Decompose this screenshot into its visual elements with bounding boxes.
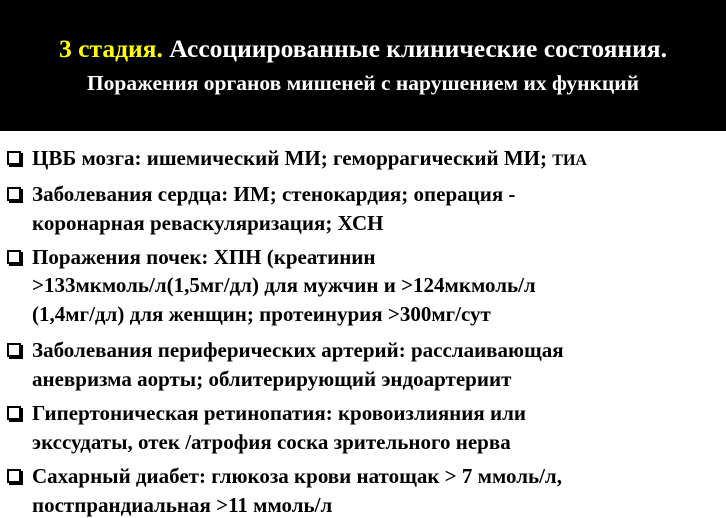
checkbox-bullet-icon xyxy=(7,250,21,264)
slide-subtitle: Поражения органов мишеней с нарушением их функций xyxy=(86,71,640,95)
list-item-line: (1,4мг/дл) для женщин; протеинурия >300мг/сут xyxy=(32,302,491,326)
stage-label: 3 стадия. xyxy=(59,34,163,63)
title-text: Ассоциированные клинические состояния. xyxy=(162,34,667,63)
checkbox-bullet-icon xyxy=(7,151,21,165)
list-item-text: ЦВБ мозга: ишемический МИ; геморрагический МИ; xyxy=(32,146,553,170)
list-item-line: аневризма аорты; облитерирующий эндоартериит xyxy=(32,367,512,391)
list-item-line: >133мкмоль/л(1,5мг/дл) для мужчин и >124мкмоль/л xyxy=(32,273,536,297)
list-item-suffix: ТИА xyxy=(552,152,587,169)
list-item-line: экссудаты, отек /атрофия соска зрительного нерва xyxy=(32,430,511,454)
list-item-line: постпрандиальная >11 ммоль/л xyxy=(32,493,333,517)
list-item-line xyxy=(32,145,587,174)
list-item-line: Гипертоническая ретинопатия: кровоизлияния или xyxy=(32,401,526,425)
list-item-line: Заболевания периферических артерий: расслаивающая xyxy=(32,338,564,362)
checkbox-bullet-icon xyxy=(7,187,21,201)
list-item-line: Поражения почек: ХПН (креатинин xyxy=(32,245,376,269)
checkbox-bullet-icon xyxy=(7,343,21,357)
checkbox-bullet-icon xyxy=(7,406,21,420)
checkbox-bullet-icon xyxy=(7,469,21,483)
list-item-line: Сахарный диабет: глюкоза крови натощак > 7 ммоль/л, xyxy=(32,464,562,488)
list-item-line: Заболевания сердца: ИМ; стенокардия; операция - xyxy=(32,182,516,206)
list-item-line: коронарная реваскуляризация; ХСН xyxy=(32,211,384,235)
